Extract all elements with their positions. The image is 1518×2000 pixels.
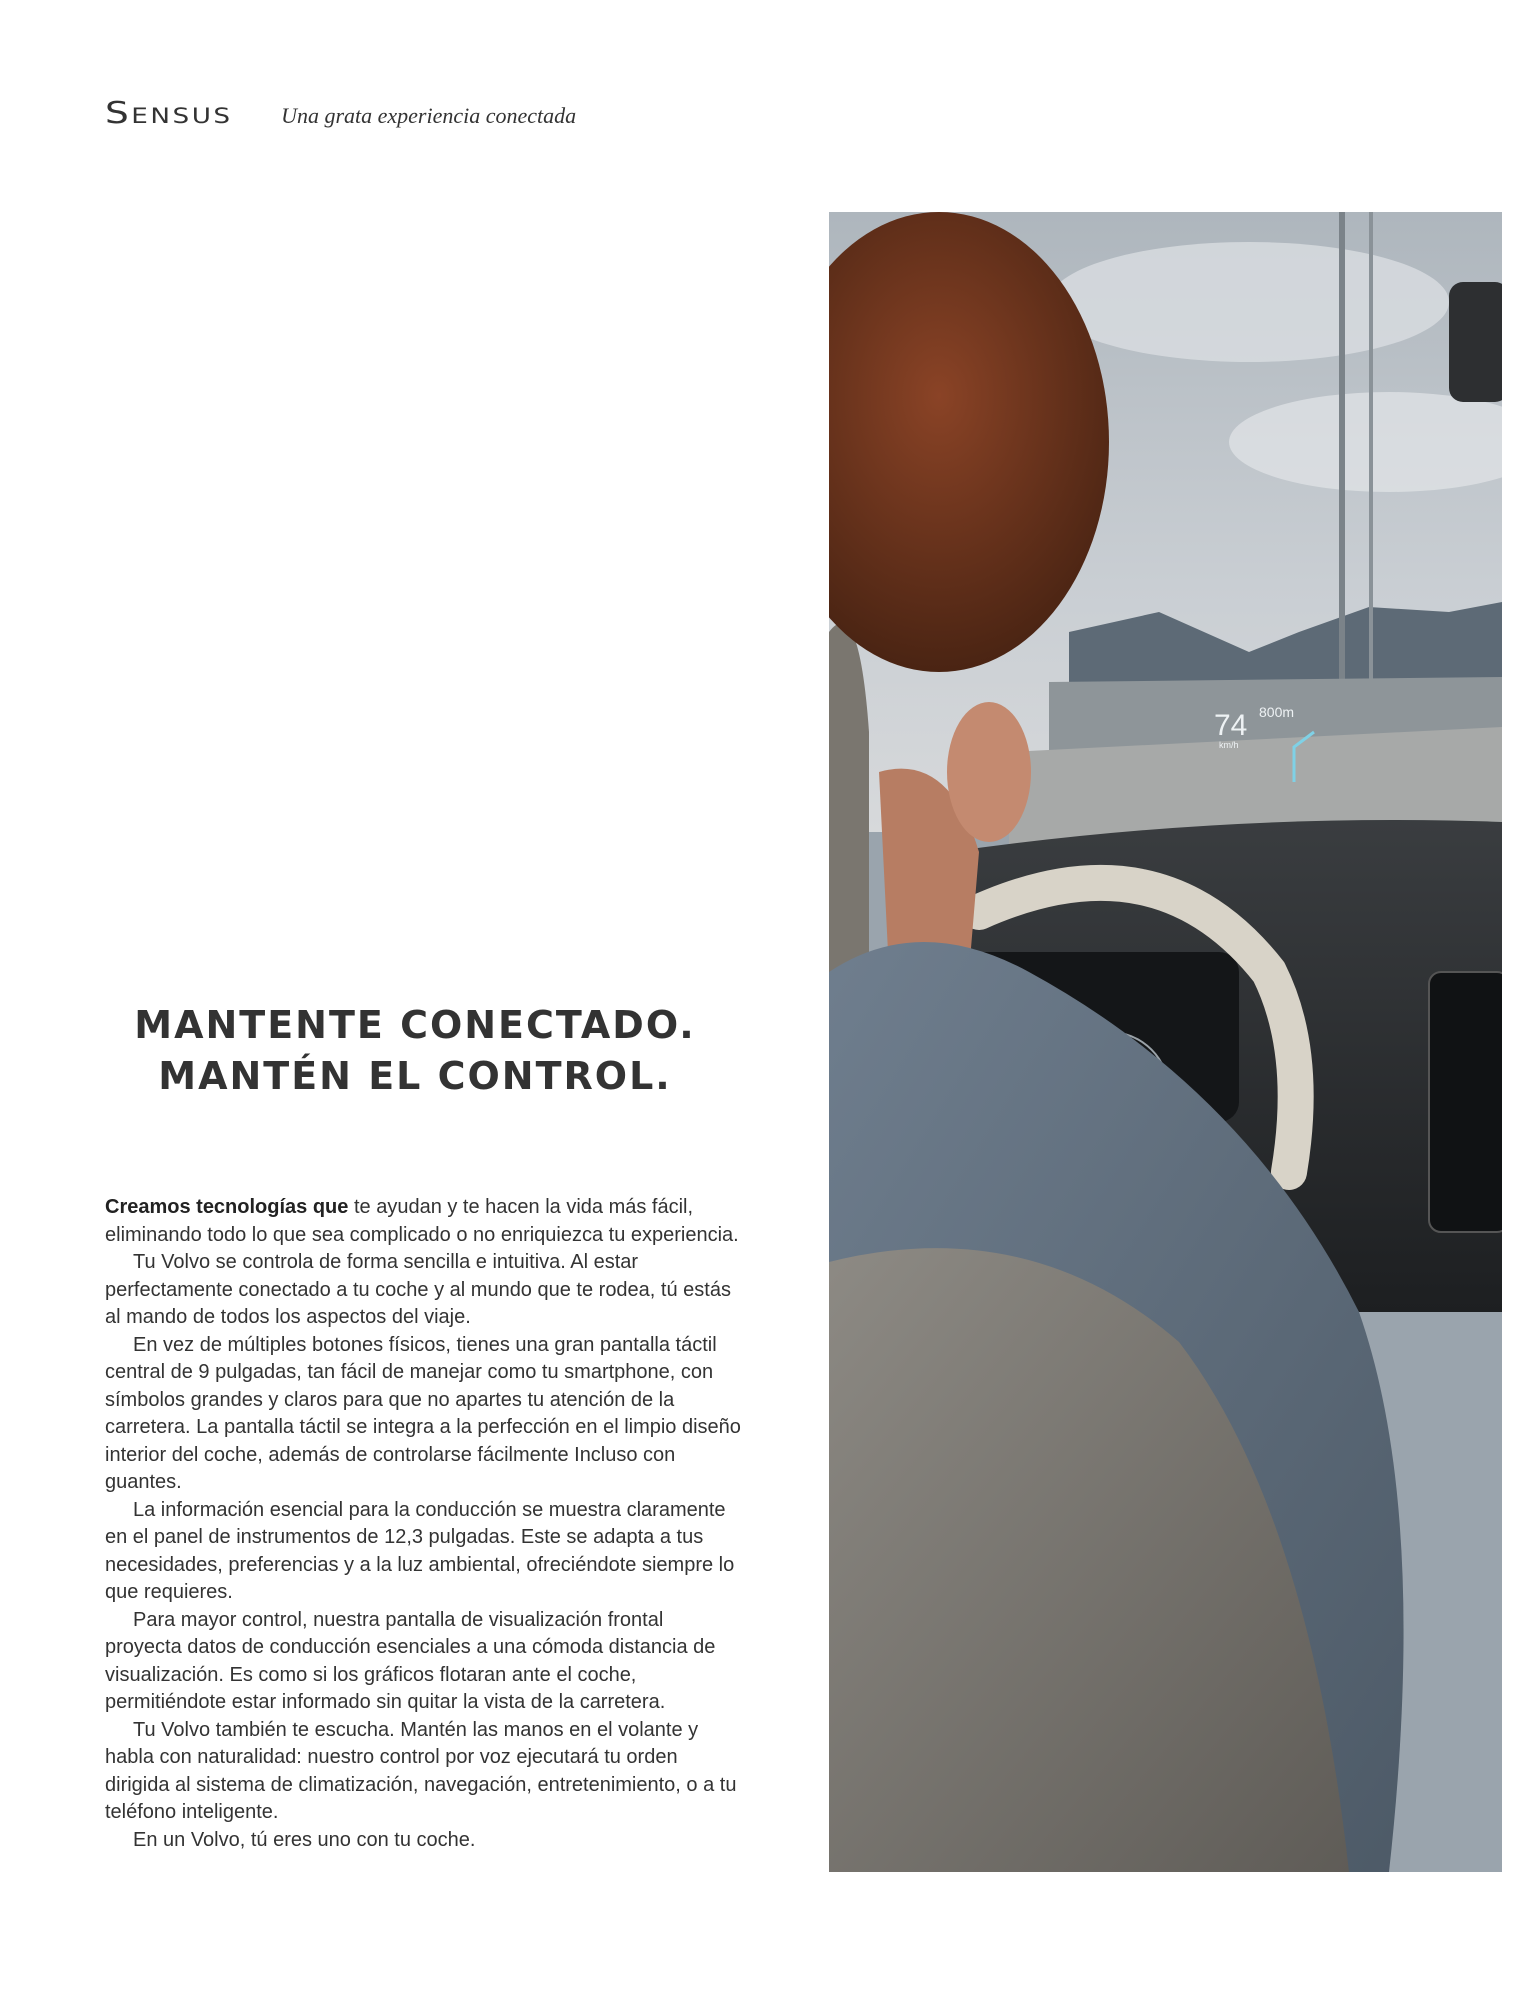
paragraph-1 [105, 1194, 745, 1249]
paragraph-4: La información esencial para la conducción se muestra claramente en el panel de instrumentos de 12,3 pulgadas. Este se adapta a tus necesidades, preferencias y a la luz ambiental, ofreciéndote siempre lo que requieres. [105, 1498, 735, 1603]
header-tagline: Una grata experiencia conectada [281, 103, 577, 128]
lead-bold: Creamos tecnologías que [105, 1196, 349, 1218]
lead-rest: te ayudan y te hacen la vida más fácil, eliminando todo lo que sea complicado o no enriquiezca tu experiencia. [105, 1196, 739, 1246]
paragraph-6: Tu Volvo también te escucha. Mantén las manos en el volante y habla con naturalidad: nuestro control por voz ejecutará tu orden dirigida al sistema de climatización, navegación, entretenimiento, o a tu teléfono inteligente. [105, 1718, 737, 1823]
brand-logo: Sensus [105, 96, 233, 131]
paragraph-7: En un Volvo, tú eres uno con tu coche. [133, 1828, 476, 1851]
paragraph-5: Para mayor control, nuestra pantalla de visualización frontal proyecta datos de conducción esenciales a una cómoda distancia de visualización. Es como si los gráficos flotaran ante el coche, permitiéndote estar informado sin quitar la vista de la carretera. [105, 1608, 716, 1713]
article-body [105, 1194, 745, 1854]
headline-line-2: MANTÉN EL CONTROL. [158, 1054, 672, 1098]
center-touchscreen [1429, 972, 1502, 1232]
bridge-cable [1339, 212, 1345, 732]
driver-ear [947, 702, 1031, 842]
driver-photo [829, 212, 1502, 1872]
bridge-cable [1369, 212, 1373, 732]
cloud [1049, 242, 1449, 362]
rear-view-mirror [1449, 282, 1502, 402]
paragraph-3: En vez de múltiples botones físicos, tienes una gran pantalla táctil central de 9 pulgadas, tan fácil de manejar como tu smartphone, con símbolos grandes y claros para que no apartes tu atención de la carretera. La pantalla táctil se integra a la perfección en el limpio diseño interior del coche, además de controlarse fácilmente Incluso con guantes. [105, 1333, 741, 1493]
headline [105, 1000, 725, 1102]
paragraph-2: Tu Volvo se controla de forma sencilla e intuitiva. Al estar perfectamente conectado a tu coche y al mundo que te rodea, tú estás al mando de todos los aspectos del viaje. [105, 1251, 731, 1328]
hud-distance: 800m [1259, 704, 1295, 720]
headline-line-1: MANTENTE CONECTADO. [134, 1003, 696, 1047]
hud-speed: 74 [1214, 709, 1248, 742]
page-header [105, 96, 576, 131]
driver-illustration [829, 212, 1502, 1872]
hud-unit: km/h [1219, 740, 1239, 750]
